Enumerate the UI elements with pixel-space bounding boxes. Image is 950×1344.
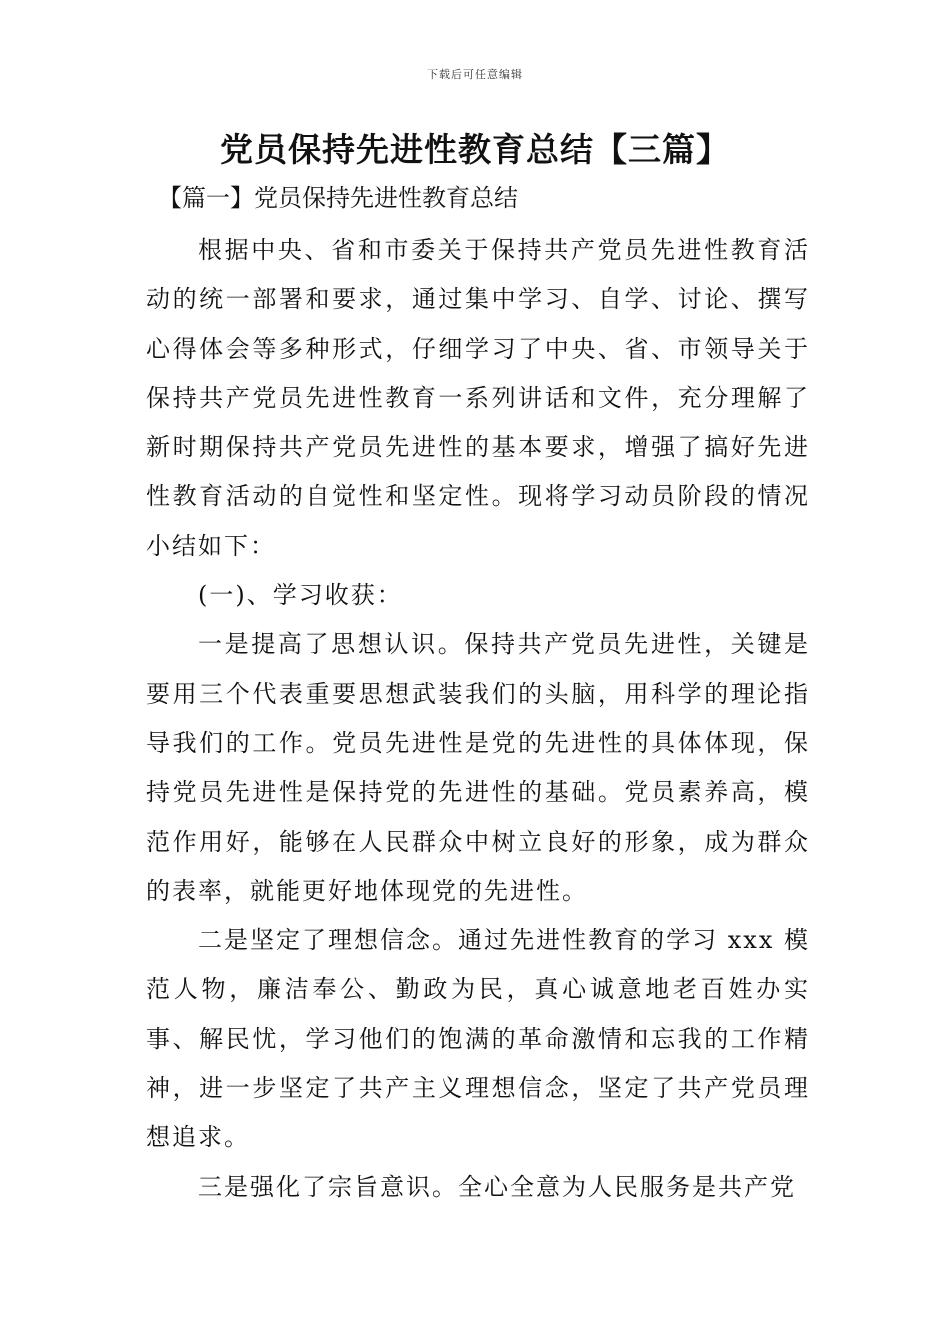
paragraph-point-two: 二是坚定了理想信念。通过先进性教育的学习 xxx 模范人物，廉洁奉公、勤政为民，真心诚意地老百姓办实事、解民忧，学习他们的饱满的革命激情和忘我的工作精神，进一步坚定了共产主义理想信念，坚定了共产党员理想追求。: [146, 926, 810, 1152]
header-note: 下载后可任意编辑: [427, 68, 523, 81]
document-body: [146, 226, 810, 1212]
document-title: 党员保持先进性教育总结【三篇】: [220, 130, 730, 169]
paragraph-intro: 根据中央、省和市委关于保持共产党员先进性教育活动的统一部署和要求，通过集中学习、自学、讨论、撰写心得体会等多种形式，仔细学习了中央、省、市领导关于保持共产党员先进性教育一系列讲话和文件，充分理解了新时期保持共产党员先进性的基本要求，增强了搞好先进性教育活动的自觉性和坚定性。现将学习动员阶段的情况小结如下：: [146, 236, 810, 560]
paragraph-point-three: 三是强化了宗旨意识。全心全意为人民服务是共产党: [198, 1172, 796, 1201]
paragraph-point-one: 一是提高了思想认识。保持共产党员先进性，关键是要用三个代表重要思想武装我们的头脑，用科学的理论指导我们的工作。党员先进性是党的先进性的具体体现，保持党员先进性是保持党的先进性的基础。党员素养高，模范作用好，能够在人民群众中树立良好的形象，成为群众的表率，就能更好地体现党的先进性。: [146, 630, 810, 905]
paragraph-subheading: (一)、学习收获：: [198, 581, 403, 610]
section-title: 【篇一】党员保持先进性教育总结: [158, 184, 518, 212]
